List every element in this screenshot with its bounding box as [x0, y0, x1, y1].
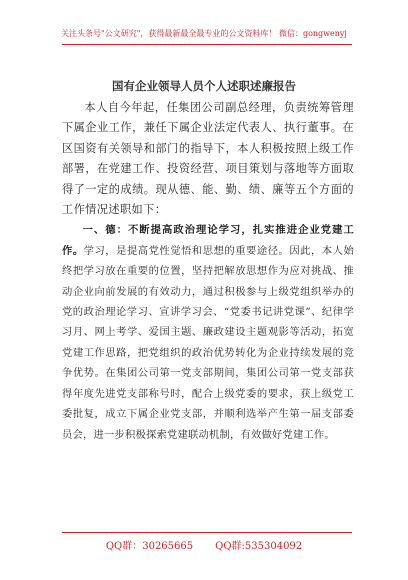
document-title: 国有企业领导人员个人述职述廉报告 [112, 79, 296, 93]
section-1-body: 学习，是提高党性觉悟和思想的重要途径。因此，本人始终把学习放在重要的位置，坚持把解放思想作为应对挑战、推动企业向前发展的有效动力，通过积极参与上级党组织举办的党的政治理论学习、宣讲学习会、“党委书记讲党课”、纪律学习月、网上考学、爱国主题、廉政建设主题观影等活动，拓宽党建工作思路，把党组织的政治优势转化为企业持续发展的竞争优势。在集团公司第一党支部期间，集团公司第一党支部获得年度先进党支部称号时，配合上级党委的要求，获上级党工委批复，成立下属企业党支部，并顺利选举产生第一届支部委员会，进一步积极探索党建联动机制，有效做好党建工作。 [62, 244, 354, 441]
footer-qq-group-2: QQ群:535304092 [215, 541, 303, 552]
top-banner: 关注头条号"公文研究"，获得最新最全最专业的公文资料库！ 微信：gongwenyj [61, 29, 347, 38]
intro-paragraph: 本人自今年起，任集团公司副总经理，负责统筹管理下属企业工作，兼任下属企业法定代表人、执行董事。在区国资有关领导和部门的指导下，本人积极按照上级工作部署，在党建工作、投资经营、项目策划与落地等方面取得了一定的成绩。现从德、能、勤、绩、廉等五个方面的工作情况述职如下： [62, 101, 354, 217]
footer [0, 537, 408, 552]
section-1-heading: 一、德：不断提高政治理论学习，扎实推进企业党建工作。 [62, 224, 354, 257]
footer-qq-group-1: QQ群：30265665 [105, 541, 194, 552]
banner-divider [62, 44, 352, 45]
footer-divider [62, 532, 352, 533]
section-1-paragraph [62, 220, 354, 444]
document-body [62, 98, 354, 455]
